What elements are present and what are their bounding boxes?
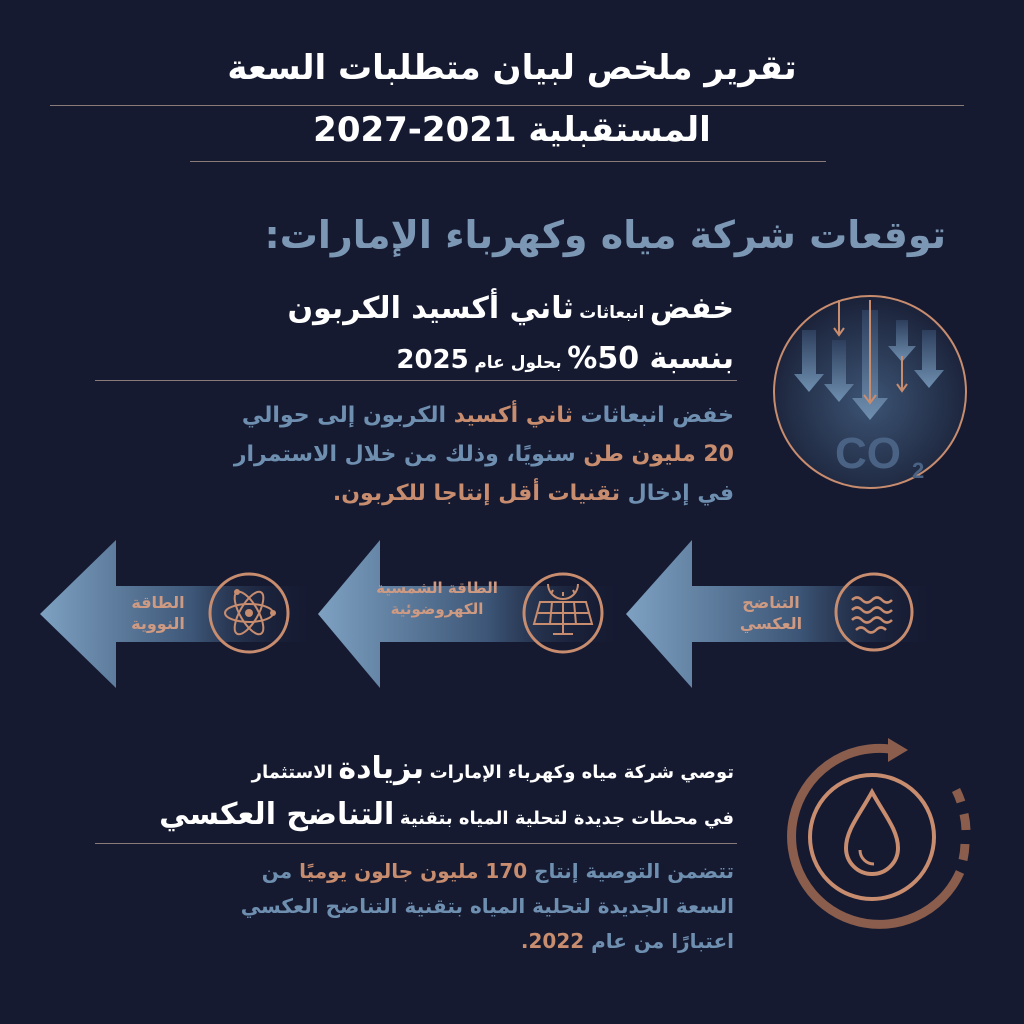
co2-headline: خفض انبعاثات ثاني أكسيد الكربون بنسبة 50% بحلول عام 2025 — [287, 291, 734, 376]
atom-icon — [206, 570, 292, 656]
tech-label-reverse-osmosis: التناضح العكسي — [739, 593, 803, 633]
co2-label: CO — [835, 429, 901, 478]
page-title-line-2: المستقبلية 2021-2027 — [313, 110, 711, 150]
co2-body-text: خفض انبعاثات ثاني أكسيد الكربون إلى حوالي 20 مليون طن سنويًا، وذلك من خلال الاستمرار في إدخال تقنيات أقل إنتاجا للكربون. — [233, 403, 734, 506]
desalination-headline: توصي شركة مياه وكهرباء الإمارات بزيادة الاستثمار في محطات جديدة لتحلية المياه بتقنية التناضح العكسي — [159, 751, 734, 832]
tech-label-nuclear: الطاقة النووية — [131, 593, 185, 633]
title-divider-1 — [50, 105, 964, 106]
title-divider-2 — [190, 161, 826, 162]
water-drop-cycle-icon — [770, 732, 980, 942]
section2-divider — [95, 843, 737, 844]
section-subheading: توقعات شركة مياه وكهرباء الإمارات: — [264, 213, 946, 257]
desalination-body-text: تتضمن التوصية إنتاج 170 مليون جالون يوميًا من السعة الجديدة لتحلية المياه بتقنية التناضح العكسي اعتبارًا من عام 2022. — [240, 859, 734, 953]
section1-divider — [95, 380, 737, 381]
tech-label-solar: الطاقة الشمسية الكهروضوئية — [376, 579, 498, 618]
co2-reduction-icon — [772, 290, 972, 500]
co2-subscript: 2 — [912, 458, 925, 483]
waves-icon — [832, 570, 916, 654]
solar-panel-icon — [520, 570, 606, 656]
page-title-line-1: تقرير ملخص لبيان متطلبات السعة — [227, 48, 797, 88]
